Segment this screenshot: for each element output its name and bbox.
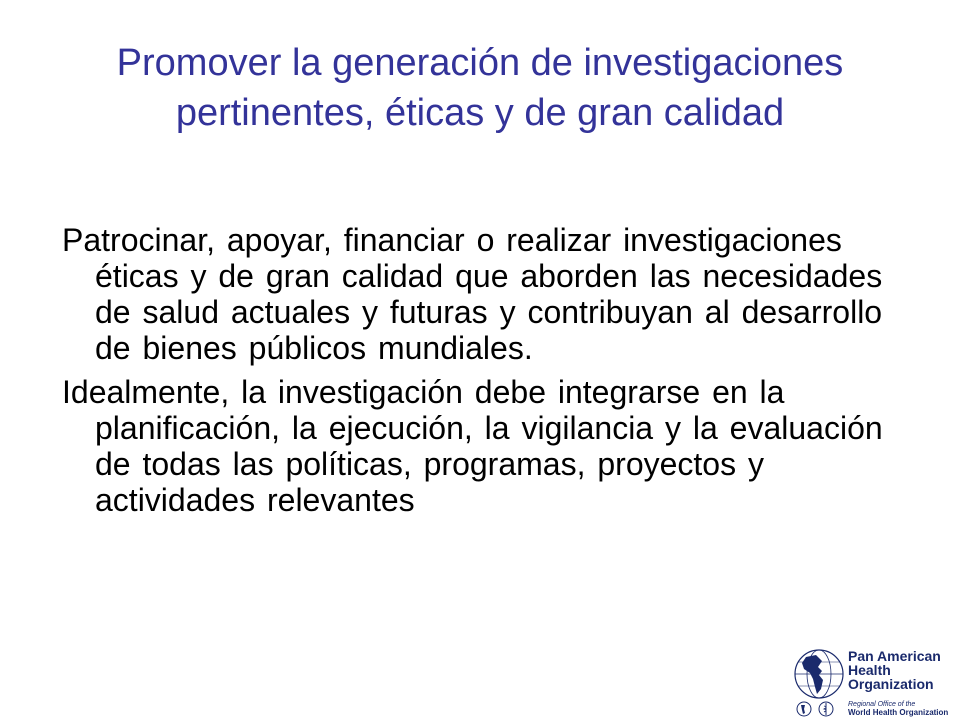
slide-body xyxy=(62,222,892,526)
logo-line-2: Health xyxy=(848,662,891,678)
logo-line-3: Organization xyxy=(848,676,934,692)
slide-title: Promover la generación de investigaciones pertinentes, éticas y de gran calidad xyxy=(116,42,844,134)
globe-americas-icon xyxy=(792,647,846,701)
logo-who-strip xyxy=(796,701,960,719)
logo-subtitle xyxy=(848,701,948,717)
logo-line-1: Pan American xyxy=(848,648,941,664)
logo-sub-2: World Health Organization xyxy=(848,708,949,717)
body-paragraph-2: Idealmente, la investigación debe integrarse en la planificación, la ejecución, la vigilancia y la evaluación de todas las políticas, programas, proyectos y actividades relevantes xyxy=(62,374,883,518)
body-paragraph-1: Patrocinar, apoyar, financiar o realizar investigaciones éticas y de gran calidad que aborden las necesidades de salud actuales y futuras y contribuyan al desarrollo de bienes públicos mundiales. xyxy=(62,222,883,366)
who-emblem-icon xyxy=(818,701,834,717)
globe-small-icon xyxy=(796,701,812,717)
logo-sub-1: Regional Office of the xyxy=(848,701,916,708)
paho-logo xyxy=(790,645,960,720)
logo-wordmark xyxy=(848,649,941,691)
